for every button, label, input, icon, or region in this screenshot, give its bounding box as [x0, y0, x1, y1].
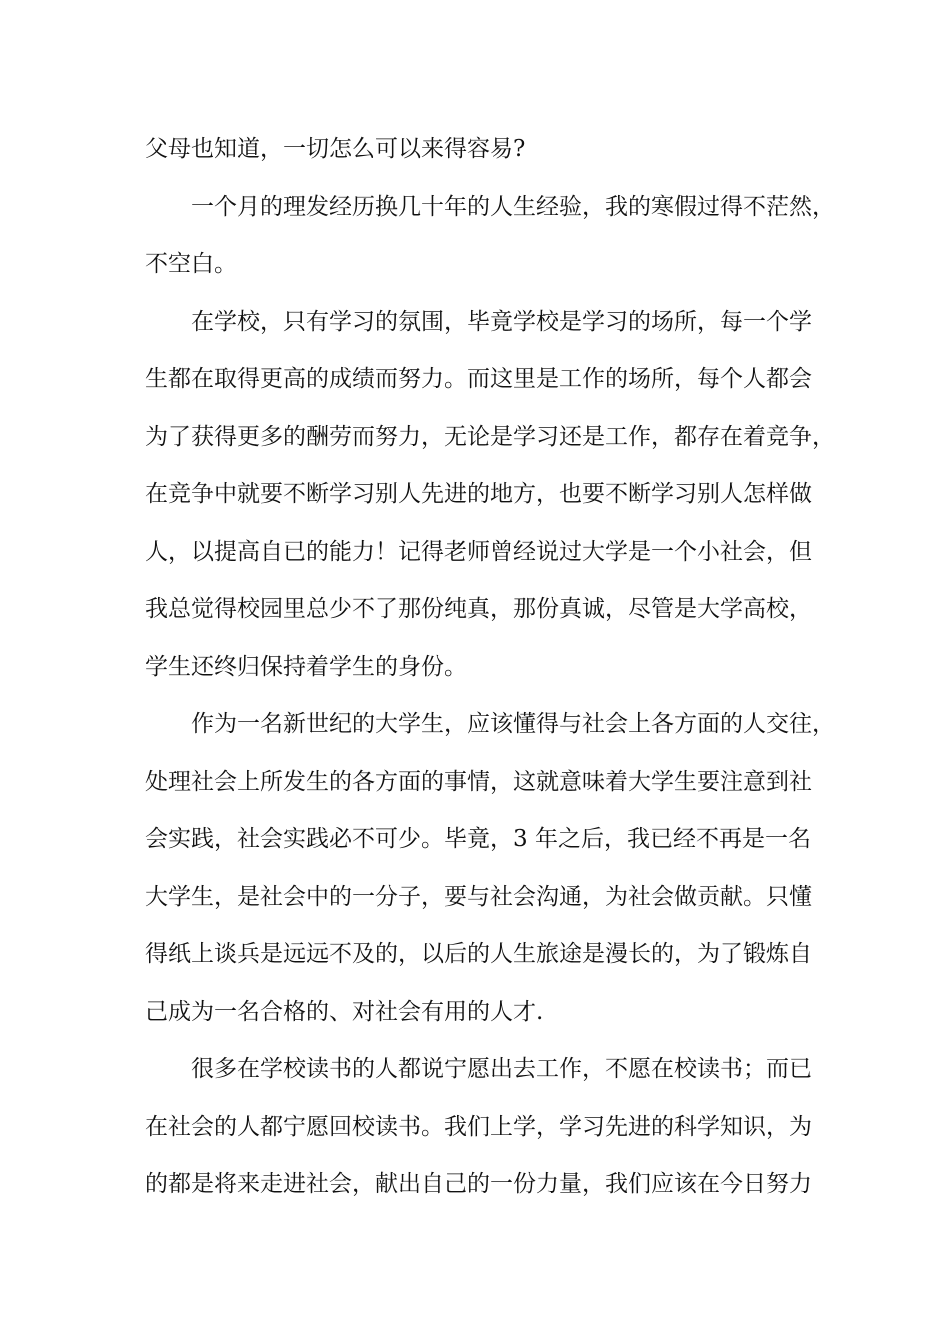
text-line-14: 大学生，是社会中的一分子，要与社会沟通，为社会做贡献。只懂: [145, 883, 812, 910]
text-line-18: 在社会的人都宁愿回校读书。我们上学，学习先进的科学知识，为: [145, 1113, 812, 1140]
text-line-12: 处理社会上所发生的各方面的事情，这就意味着大学生要注意到社: [145, 768, 812, 795]
text-line-6: 为了获得更多的酬劳而努力，无论是学习还是工作，都存在着竞争，: [145, 423, 835, 450]
text-line-7: 在竞争中就要不断学习别人先进的地方，也要不断学习别人怎样做: [145, 481, 812, 507]
text-line-19: 的都是将来走进社会，献出自己的一份力量，我们应该在今日努力: [145, 1171, 812, 1197]
text-line-13: 会实践，社会实践必不可少。毕竟，3 年之后，我已经不再是一名: [145, 826, 811, 852]
text-line-1: 父母也知道，一切怎么可以来得容易?: [145, 136, 526, 162]
text-line-8: 人，以提高自已的能力！记得老师曾经说过大学是一个小社会，但: [145, 538, 812, 565]
text-line-9: 我总觉得校园里总少不了那份纯真，那份真诚，尽管是大学高校，: [145, 596, 812, 622]
text-line-17: 很多在学校读书的人都说宁愿出去工作，不愿在校读书；而已: [191, 1056, 812, 1082]
text-line-15: 得纸上谈兵是远远不及的，以后的人生旅途是漫长的，为了锻炼自: [145, 941, 812, 967]
text-line-10: 学生还终归保持着学生的身份。: [145, 653, 467, 680]
text-line-5: 生都在取得更高的成绩而努力。而这里是工作的场所，每个人都会: [145, 366, 812, 392]
document-body: [145, 127, 835, 1220]
text-line-4: 在学校，只有学习的氛围，毕竟学校是学习的场所，每一个学: [191, 308, 812, 335]
text-line-3: 不空白。: [145, 251, 237, 277]
text-line-2: 一个月的理发经历换几十年的人生经验，我的寒假过得不茫然，: [191, 193, 835, 220]
text-line-11: 作为一名新世纪的大学生，应该懂得与社会上各方面的人交往，: [191, 711, 835, 737]
text-line-16: 己成为一名合格的、对社会有用的人才.: [145, 998, 544, 1025]
